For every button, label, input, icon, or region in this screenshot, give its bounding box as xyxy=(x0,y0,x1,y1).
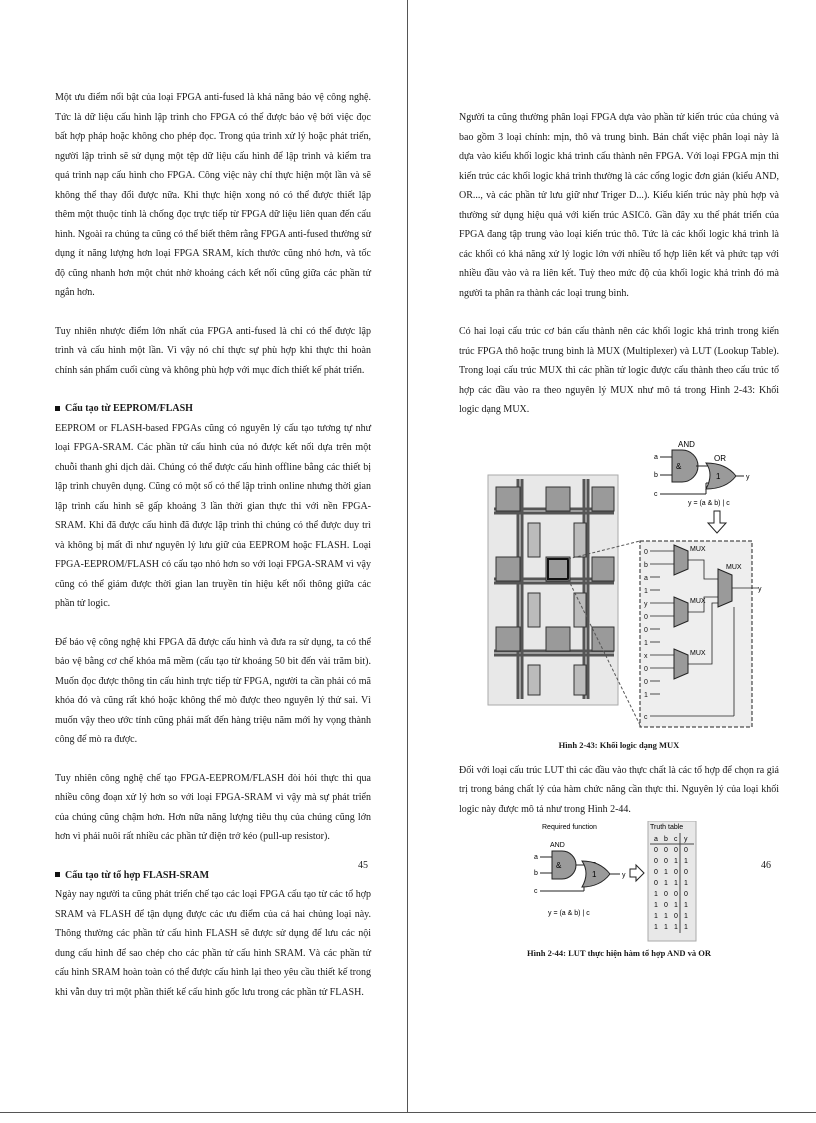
truth-table-cell: 0 xyxy=(654,858,658,865)
page-number: 46 xyxy=(761,860,771,871)
truth-table-cell: 0 xyxy=(674,869,678,876)
mux-label: MUX xyxy=(690,597,706,605)
and-or-gate-schematic xyxy=(654,440,750,533)
truth-table-cell: 1 xyxy=(664,924,668,931)
truth-table-cell: 1 xyxy=(684,858,688,865)
lut-figure xyxy=(534,821,704,943)
mux-input-label: 0 xyxy=(644,665,648,673)
truth-table-cell: 1 xyxy=(654,913,658,920)
mux-input-label: c xyxy=(644,713,648,721)
figure-caption: Hình 2-43: Khối logic dạng MUX xyxy=(558,739,680,750)
mux-input-label: 1 xyxy=(644,587,648,595)
paragraph: Có hai loại cấu trúc cơ bản cấu thành nên các khối logic khả trình trong kiến trúc FPGA thô hoặc trung bình là MUX (Multiplexer) và LUT (Lookup Table). Trong loại cấu trúc MUX thì các phần tử logic được cấu thành theo cấu trúc tổ hợp các đầu vào ra theo nguyên lý MUX như mô tả trong Hình 2-43: Khối logic dạng MUX. xyxy=(459,326,779,415)
truth-table-cell: 1 xyxy=(674,902,678,909)
section-heading-text: Cấu tạo từ EEPROM/FLASH xyxy=(65,403,193,414)
truth-table-cell: 0 xyxy=(674,891,678,898)
truth-table-header-cell: c xyxy=(674,836,678,843)
truth-table-cell: 0 xyxy=(674,847,678,854)
truth-table-cell: 0 xyxy=(674,913,678,920)
input-c-label: c xyxy=(654,490,658,498)
paragraph: Một ưu điểm nổi bật của loại FPGA anti-fused là khả năng bảo vệ công nghệ. Tức là dữ liệu cấu hình lập trình cho FPGA có thể được bảo vệ bởi việc đọc bất hợp pháp hoặc không cho phép đọc. Trong qúa trình xử lý hoặc phát triển, người lập trình sẽ sử dụng một tệp dữ liệu cấu hình để lập trình và kiểm tra quá trình nạp cấu hình cho FPGA. Công việc này chỉ thực hiện một lần và sẽ không thể thay đổi được nữa. Khi thực hiện xong nó có thể được thiết lập thêm một thuộc tính là chống đọc trực tiếp từ FPGA dữ liệu liên quan đến cấu hình. Ngoài ra chúng ta cũng có thể biết thêm rằng FPGA anti-fused thường sử dụng ít năng lượng hơn loại FPGA SRAM, kích thước cũng nhỏ hơn, và tốc độ cũng nhanh hơn một chút nhờ khoảng cách kết nối cũng giữa các phần tử ngắn hơn. xyxy=(55,92,371,298)
right-page xyxy=(409,0,816,1112)
paragraph: Để bảo vệ công nghệ khi FPGA đã được cấu hình và đưa ra sử dụng, ta có thể bảo vệ bằng cơ chế khóa mã mềm (cấu tạo từ khoảng 50 bit đến vài trăm bit). Muốn đọc được thông tin cấu hình trực tiếp từ FPGA, người ta cần phải có mã khóa đó và cũng rất khó hoặc không thể mò được theo nguyên lý thử sai. Vì muốn vậy theo ước tính cũng phải mất đến hàng triệu năm mới hy vọng thành công để mò ra được. xyxy=(55,636,371,745)
mux-input-label: 0 xyxy=(644,626,648,634)
truth-table-cell: 0 xyxy=(654,869,658,876)
section-heading xyxy=(55,399,371,419)
page-number: 45 xyxy=(358,860,368,871)
and-gate-label: AND xyxy=(550,842,565,849)
truth-table-cell: 1 xyxy=(664,880,668,887)
arrow-right-icon xyxy=(630,865,644,881)
bullet-icon xyxy=(55,872,60,877)
mux-input-label: x xyxy=(644,652,648,660)
or-gate-label: OR xyxy=(714,453,726,463)
left-page-body xyxy=(55,88,371,1002)
truth-table-cell: 1 xyxy=(654,891,658,898)
mux-label: MUX xyxy=(690,545,706,553)
paragraph: Ngày nay người ta cũng phát triển chế tạo các loại FPGA cấu tạo từ các tổ hợp SRAM và FLASH để tận dụng được các ưu điểm của cả hai chủng loại này. Thông thường các phần tử cấu hình FLASH sẽ được sử dụng để lưu các nội dung cấu hình để sao chép cho các phần tử cấu hình SRAM. Và các phần tử cấu hình SRAM hoàn toàn có thể được cấu hình lại theo yêu cầu thiết kế trong khi vẫn duy trì một phần thiết kế cấu hình gốc lưu trong các phần tử FLASH. xyxy=(55,889,371,998)
mux-input-label: 0 xyxy=(644,613,648,621)
equation-label: y = (a & b) | c xyxy=(548,910,590,917)
page-bottom-rule xyxy=(0,1112,816,1113)
truth-table-title: Truth table xyxy=(650,824,684,831)
input-b-label: b xyxy=(654,471,658,479)
truth-table-cell: 1 xyxy=(654,924,658,931)
mux-logic-block-figure xyxy=(474,439,764,735)
or-symbol: 1 xyxy=(592,870,597,879)
mux-input-label: 0 xyxy=(644,678,648,686)
input-a-label: a xyxy=(654,453,658,461)
and-gate-label: AND xyxy=(678,439,695,449)
paragraph: EEPROM or FLASH-based FPGAs cũng có nguyên lý cấu tạo tương tự như loại FPGA-SRAM. Các phần tử cấu hình của nó được kết nối dựa trên một chuỗi thanh ghi dịch dài. Chúng có thể được cấu hình offline bằng các thiết bị lập trình chuyên dụng. Cũng có một số có thể lập trình online nhưng thời gian lập trình cấu hình sẽ gấp khoảng 3 lần thời gian thực thi với nền FPGA-SRAM. Khi đã được cấu hình đã được lập trình thì chúng có thể được duy trì và không bị mất đi như nguyên lý lưu giữ của EEPROM hoặc FLASH. Loại FPGA-EEPROM/FLASH có cấu tạo nhỏ hơn so với loại FPGA-SRAM vì vậy cũng có thể giảm được thời gian lan truyền tín hiệu kết nối thông giữa các phần tử logic. xyxy=(55,422,371,609)
truth-table-cell: 0 xyxy=(664,847,668,854)
right-page-body xyxy=(459,108,779,959)
truth-table-cell: 0 xyxy=(664,891,668,898)
and-symbol: & xyxy=(556,861,562,870)
mux-label: MUX xyxy=(690,649,706,657)
fpga-fabric-diagram xyxy=(488,475,618,705)
truth-table-cell: 0 xyxy=(664,902,668,909)
input-b-label: b xyxy=(534,870,538,877)
truth-table-cell: 0 xyxy=(664,858,668,865)
mux-input-label: b xyxy=(644,561,648,569)
truth-table-header-cell: y xyxy=(684,836,688,843)
mux-block-diagram xyxy=(640,541,762,727)
truth-table-cell: 1 xyxy=(654,902,658,909)
mux-input-label: 0 xyxy=(644,548,648,556)
truth-table-cell: 1 xyxy=(674,924,678,931)
mux-input-label: y xyxy=(644,600,648,608)
arrow-down-icon xyxy=(708,511,726,533)
paragraph: Đối với loại cấu trúc LUT thì các đầu vào thực chất là các tổ hợp để chọn ra giá trị trong bảng chất lý của hàm chức năng cần thực thi. Nguyên lý của loại khối logic này được mô tả như trong Hình 2-44. xyxy=(459,764,779,815)
mux-input-label: a xyxy=(644,574,648,582)
lut-gate-schematic xyxy=(534,842,644,917)
truth-table-cell: 1 xyxy=(674,880,678,887)
truth-table-cell: 0 xyxy=(654,847,658,854)
left-page xyxy=(0,0,408,1112)
output-y-label: y xyxy=(746,473,750,481)
input-a-label: a xyxy=(534,854,538,861)
mux-output-y-label: y xyxy=(758,585,762,593)
mux-input-label: 1 xyxy=(644,639,648,647)
truth-table-cell: 1 xyxy=(664,913,668,920)
figure-caption: Hình 2-44: LUT thực hiện hàm tổ hợp AND và OR xyxy=(527,948,711,958)
bullet-icon xyxy=(55,406,60,411)
truth-table-header-cell: b xyxy=(664,836,668,843)
required-function-label: Required function xyxy=(542,824,597,831)
truth-table-header-cell: a xyxy=(654,836,658,843)
truth-table-cell: 0 xyxy=(684,891,688,898)
input-c-label: c xyxy=(534,888,538,895)
section-heading xyxy=(55,866,371,886)
output-y-label: y xyxy=(622,872,626,879)
truth-table-cell: 0 xyxy=(684,847,688,854)
truth-table-cell: 1 xyxy=(684,902,688,909)
truth-table-cell: 1 xyxy=(664,869,668,876)
paragraph: Tuy nhiên công nghệ chế tạo FPGA-EEPROM/FLASH đòi hỏi thực thi qua nhiều công đoạn xử lý hơn so với loại FPGA-SRAM vì vậy mà sự phát triển của chúng cũng chậm hơn. Hơn nữa năng lượng tiêu thụ của chúng cũng lớn hơn vì phải nuôi rất nhiều các phần tử điện trở kéo (pull-up resistor). xyxy=(55,772,371,842)
paragraph: Người ta cũng thường phân loại FPGA dựa vào phần tử kiến trúc của chúng và bao gồm 3 loại chính: mịn, thô và trung bình. Bản chất việc phân loại này là dựa vào kiểu khối logic khả trình cấu thành nên FPGA. Với loại FPGA mịn thì kiến trúc các khối logic khả trình thường là các cổng logic đơn giản (kiểu AND, OR..., và các phần tử lưu giữ như Triger D...). Kiểu kiến trúc này phù hợp và thường sử dụng hiệu quả với kiến trúc ASICô. Gần đây xu thế phát triển của FPGA đang tập trung vào loại kiến trúc thô. Tức là các khối logic khả trình là các khối có khả năng xử lý logic lớn với nhiều tổ hợp liên kết và phức tạp với nhiều đầu vào và ra liên kết. Tuỳ theo mức độ của khối logic khả trình đó mà người ta phân ra thành các loại trung bình. xyxy=(459,112,779,299)
mux-input-label: 1 xyxy=(644,691,648,699)
and-symbol: & xyxy=(676,461,682,471)
truth-table-cell: 1 xyxy=(684,913,688,920)
paragraph: Tuy nhiên nhược điểm lớn nhất của FPGA anti-fused là chỉ có thể được lập trình và cấu hình một lần. Vì vậy nó chỉ thực sự phù hợp khi thực thi hoàn chỉnh sản phẩm cuối cùng và không phù hợp với mục đích thiết kế phát triển. xyxy=(55,325,371,376)
section-heading-text: Cấu tạo từ tổ hợp FLASH-SRAM xyxy=(65,869,210,881)
equation-label: y = (a & b) | c xyxy=(688,499,730,507)
truth-table-cell: 1 xyxy=(684,924,688,931)
mux-label: MUX xyxy=(726,563,742,571)
truth-table-cell: 0 xyxy=(684,869,688,876)
or-symbol: 1 xyxy=(716,471,721,481)
truth-table-cell: 1 xyxy=(674,858,678,865)
truth-table-cell: 0 xyxy=(654,880,658,887)
truth-table-cell: 1 xyxy=(684,880,688,887)
